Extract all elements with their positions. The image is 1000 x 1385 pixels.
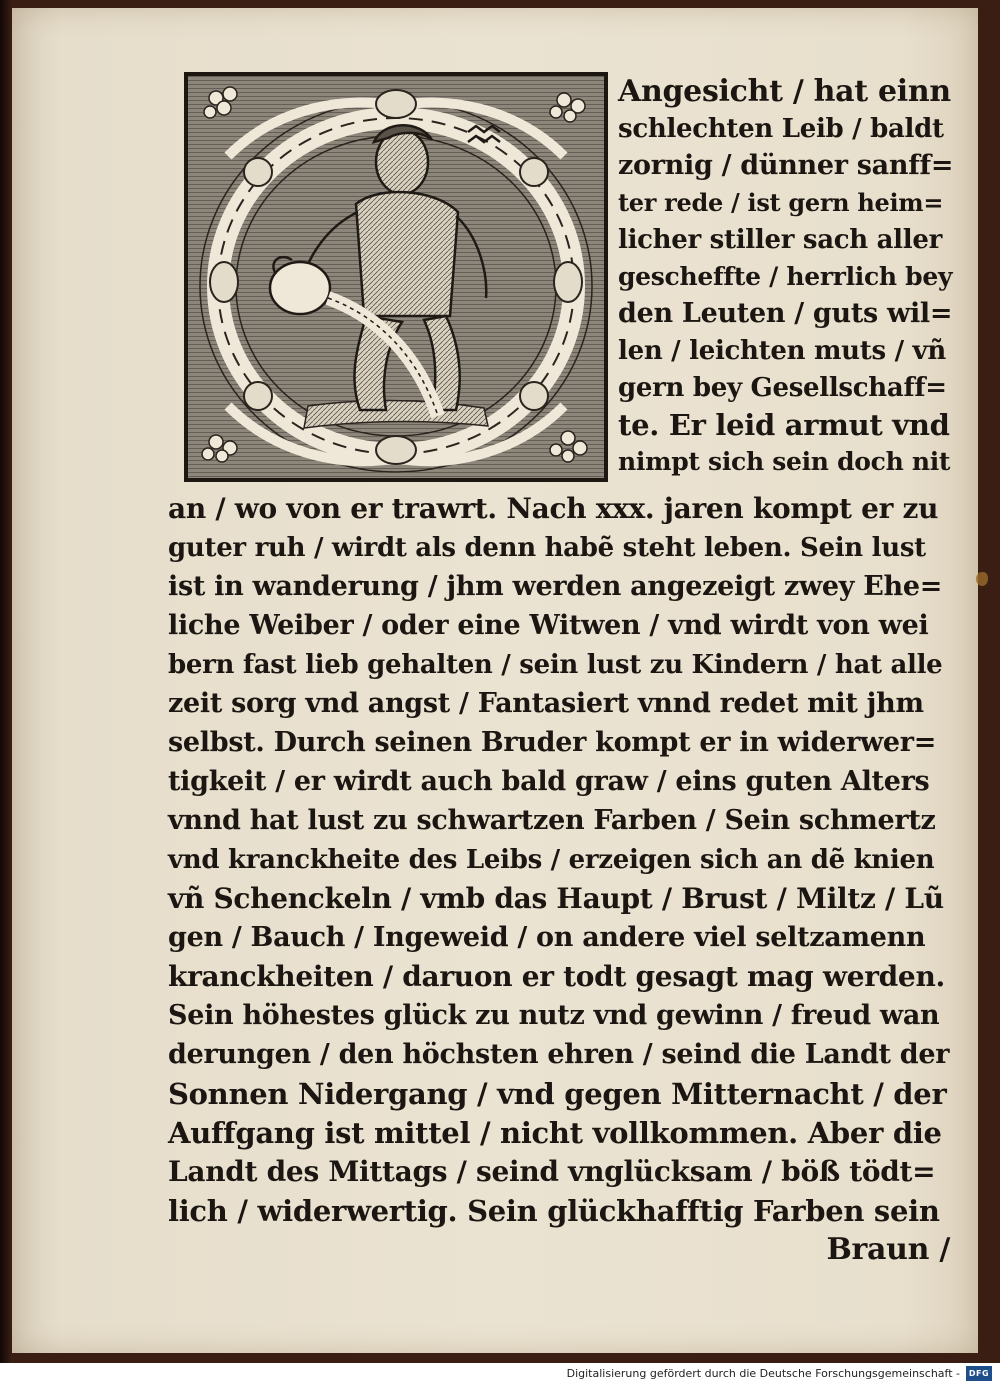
- aquarius-woodcut-icon: [184, 72, 608, 482]
- text-line: gescheffte / herrlich bey: [618, 262, 953, 291]
- text-line: Auffgang ist mittel / nicht vollkommen. Aber die: [168, 1116, 942, 1150]
- text-line: guter ruh / wirdt als denn habẽ steht leben. Sein lust: [168, 533, 926, 563]
- text-line: len / leichten muts / vñ: [618, 336, 946, 366]
- text-line: gern bey Gesellschaff=: [618, 373, 947, 403]
- text-line: liche Weiber / oder eine Witwen / vnd wirdt von wei: [168, 610, 929, 641]
- text-line: Landt des Mittags / seind vnglücksam / böß tödt=: [168, 1155, 936, 1188]
- text-line: an / wo von er trawrt. Nach xxx. jaren kompt er zu: [168, 492, 939, 525]
- text-line: ter rede / ist gern heim=: [618, 188, 944, 217]
- text-line: te. Er leid armut vnd: [618, 408, 950, 442]
- text-line: Sein höhestes glück zu nutz vnd gewinn / freud wan: [168, 1000, 940, 1031]
- text-line: vñ Schenckeln / vmb das Haupt / Brust / Miltz / Lũ: [168, 882, 944, 915]
- text-line: ist in wanderung / jhm werden angezeigt zwey Ehe=: [168, 571, 943, 602]
- text-line: kranckheiten / daruon er todt gesagt mag werden.: [168, 960, 945, 993]
- digitization-credit: Digitalisierung gefördert durch die Deutsche Forschungsgemeinschaft -: [566, 1367, 960, 1380]
- text-line: zeit sorg vnd angst / Fantasiert vnnd redet mit jhm: [168, 688, 924, 719]
- text-line: bern fast lieb gehalten / sein lust zu Kindern / hat alle: [168, 650, 943, 680]
- footer-bar: [0, 1363, 1000, 1385]
- text-line: nimpt sich sein doch nit: [618, 447, 951, 476]
- text-line: vnnd hat lust zu schwartzen Farben / Sein schmertz: [168, 805, 936, 836]
- text-line: gen / Bauch / Ingeweid / on andere viel seltzamenn: [168, 922, 926, 953]
- ink-blot: [976, 572, 988, 586]
- dfg-logo-icon: DFG: [966, 1366, 992, 1381]
- text-line: schlechten Leib / baldt: [618, 114, 944, 144]
- text-line: licher stiller sach aller: [618, 225, 942, 255]
- text-line: derungen / den höchsten ehren / seind die Landt der: [168, 1039, 950, 1070]
- text-line: vnd kranckheite des Leibs / erzeigen sich an dẽ knien: [168, 845, 935, 875]
- text-line: lich / widerwertig. Sein glückhafftig Farben sein: [168, 1194, 940, 1228]
- catchword: Braun /: [826, 1232, 950, 1267]
- text-line: selbst. Durch seinen Bruder kompt er in widerwer=: [168, 727, 937, 758]
- text-line: Angesicht / hat einn: [618, 74, 951, 109]
- text-line: zornig / dünner sanff=: [618, 150, 954, 181]
- text-line: den Leuten / guts wil=: [618, 298, 953, 329]
- text-line: tigkeit / er wirdt auch bald graw / eins guten Alters: [168, 766, 930, 797]
- text-line: Sonnen Nidergang / vnd gegen Mitternacht / der: [168, 1077, 947, 1111]
- binding-edge: [0, 0, 12, 1363]
